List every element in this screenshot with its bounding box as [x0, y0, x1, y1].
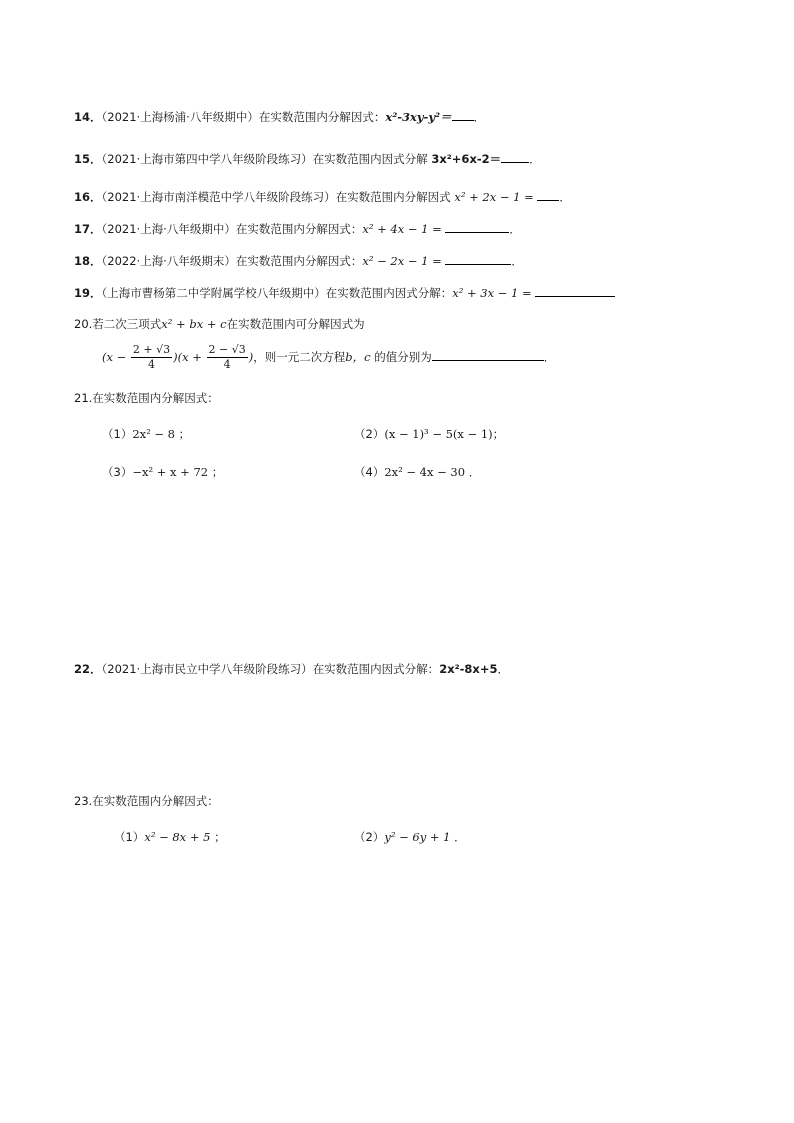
- question-22: [74, 661, 509, 677]
- q20-f2-denominator: 4: [223, 358, 231, 371]
- q21-item-3-end: ；: [211, 465, 224, 479]
- question-19: [74, 284, 615, 301]
- q20-close: ): [248, 350, 254, 364]
- q15-text: 在实数范围内因式分解: [312, 152, 428, 166]
- q21-item-2-expr: (x − 1)³ − 5(x − 1): [384, 427, 493, 441]
- q14-answer-blank[interactable]: [452, 108, 474, 121]
- q23-item-2-end: ．: [454, 830, 466, 844]
- q15-source: （2021·上海市第四中学八年级阶段练习）: [101, 152, 313, 166]
- q20-vars: b，c: [345, 350, 371, 364]
- q21-item-2-end: ；: [492, 427, 505, 441]
- q20-text: ，则一元二次方程: [253, 350, 346, 364]
- q14-source: （2021·上海杨浦·八年级期中）: [101, 110, 259, 124]
- q15-expr: 3x²+6x-2＝: [431, 152, 502, 166]
- q21-item-4: [354, 464, 480, 480]
- question-16: [74, 188, 571, 205]
- q22-text: 在实数范围内因式分解：: [312, 662, 440, 676]
- q23-item-1-end: ；: [214, 830, 226, 844]
- q21-item-1-label: （1）: [102, 427, 133, 441]
- q15-answer-blank[interactable]: [501, 150, 529, 163]
- q22-number: 22．: [74, 662, 102, 676]
- q20-trinomial: x² + bx + c: [161, 317, 227, 331]
- q18-text: 在实数范围内分解因式：: [235, 254, 363, 268]
- q21-item-3-label: （3）: [102, 465, 133, 479]
- question-17: [74, 220, 521, 237]
- q14-number: 14．: [74, 110, 102, 124]
- q22-source: （2021·上海市民立中学八年级阶段练习）: [101, 662, 313, 676]
- q20-fraction-2: [207, 343, 248, 372]
- q21-title: 21.在实数范围内分解因式：: [74, 391, 219, 405]
- q19-expr: x² + 3x − 1 =: [452, 286, 532, 300]
- q20-mid: )(x +: [173, 350, 202, 364]
- q17-text: 在实数范围内分解因式：: [235, 222, 363, 236]
- q18-expr: x² − 2x − 1 =: [362, 254, 442, 268]
- q20-answer-blank[interactable]: [432, 348, 544, 361]
- q20-f2-numerator: 2 − √3: [208, 343, 246, 356]
- q16-expr: x² + 2x − 1 =: [454, 190, 534, 204]
- q20-f1-numerator: 2 + √3: [132, 343, 171, 356]
- q16-text: 在实数范围内分解因式: [335, 190, 451, 204]
- q20-intro: 20.若二次三项式: [74, 317, 162, 331]
- q18-answer-blank[interactable]: [445, 252, 511, 265]
- q20-intro-cont: 在实数范围内可分解因式为: [226, 317, 365, 331]
- question-20-line1: [74, 316, 365, 332]
- q17-number: 17．: [74, 222, 102, 236]
- q18-number: 18．: [74, 254, 102, 268]
- q15-number: 15．: [74, 152, 102, 166]
- q21-item-2-label: （2）: [354, 427, 385, 441]
- q20-fraction-1: [131, 343, 172, 372]
- q21-item-3: [102, 464, 223, 480]
- q16-source: （2021·上海市南洋模范中学八年级阶段练习）: [101, 190, 336, 204]
- q21-item-2: [354, 426, 504, 442]
- q19-answer-blank[interactable]: [535, 284, 615, 297]
- question-18: [74, 252, 523, 269]
- q20-open: (x −: [102, 350, 127, 364]
- q18-source: （2022·上海·八年级期末）: [101, 254, 236, 268]
- q20-end: ．: [543, 350, 556, 364]
- q16-end: ．: [559, 190, 571, 204]
- q14-text: 在实数范围内分解因式：: [258, 110, 386, 124]
- q17-answer-blank[interactable]: [445, 220, 509, 233]
- q20-text-end: 的值分别为: [374, 350, 432, 364]
- q23-item-2: [354, 829, 466, 845]
- q23-item-1-label: （1）: [114, 830, 145, 844]
- q17-source: （2021·上海·八年级期中）: [101, 222, 236, 236]
- q18-end: ．: [511, 254, 523, 268]
- q21-item-3-expr: −x² + x + 72: [132, 465, 209, 479]
- q19-source: （上海市曹杨第二中学附属学校八年级期中）: [101, 286, 326, 300]
- q17-end: ．: [509, 222, 521, 236]
- q17-expr: x² + 4x − 1 =: [362, 222, 442, 236]
- q22-end: ．: [497, 662, 509, 676]
- q20-f1-denominator: 4: [148, 358, 156, 371]
- q19-number: 19．: [74, 286, 102, 300]
- question-20-line2: [102, 342, 555, 372]
- q14-end: ．: [473, 110, 486, 124]
- q22-expr: 2x²-8x+5: [439, 662, 498, 676]
- q15-end: ．: [529, 152, 541, 166]
- q21-item-4-label: （4）: [354, 465, 385, 479]
- q21-item-4-expr: 2x² − 4x − 30: [384, 465, 466, 479]
- question-15: [74, 150, 541, 167]
- q23-item-1: [114, 829, 226, 845]
- q16-answer-blank[interactable]: [537, 188, 559, 201]
- question-14: [74, 108, 485, 125]
- q21-item-1: [102, 426, 190, 442]
- q23-item-2-label: （2）: [354, 830, 385, 844]
- q16-number: 16．: [74, 190, 102, 204]
- q21-item-1-end: ；: [178, 427, 191, 441]
- q14-expr: x²-3xy-y²＝: [385, 110, 452, 124]
- q19-text: 在实数范围内因式分解：: [325, 286, 453, 300]
- q21-item-1-expr: 2x² − 8: [132, 427, 176, 441]
- q23-item-2-expr: y² − 6y + 1: [384, 830, 451, 844]
- q21-item-4-end: ．: [468, 465, 481, 479]
- q23-item-1-expr: x² − 8x + 5: [144, 830, 211, 844]
- q23-title: 23.在实数范围内分解因式：: [74, 794, 219, 808]
